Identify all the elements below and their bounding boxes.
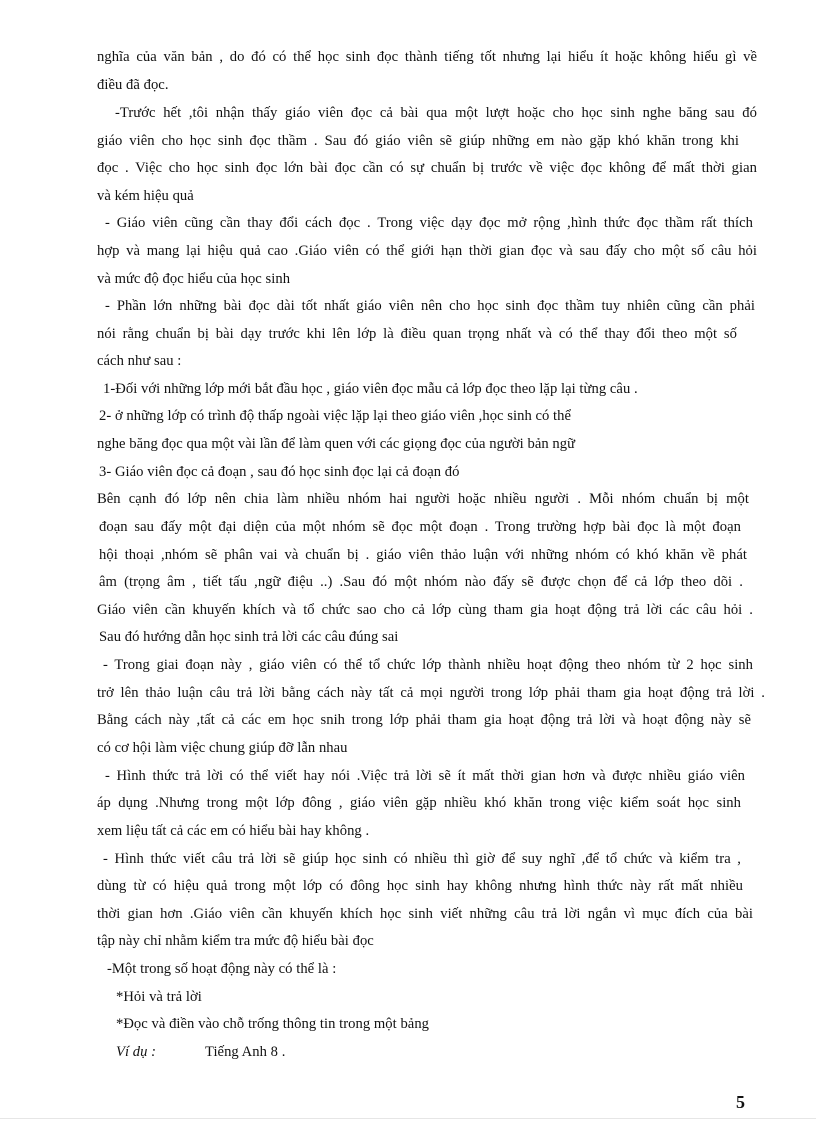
- text-line: -Trước hết ,tôi nhận thấy giáo viên đọc cả bài qua một lượt hoặc cho học sinh nghe băng sau đó: [115, 105, 757, 121]
- text-line: đọc . Việc cho học sinh đọc lớn bài đọc cần có sự chuẩn bị trước về việc đọc không để mất thời gian: [97, 160, 757, 176]
- text-line: giáo viên cho học sinh đọc thầm . Sau đó giáo viên sẽ giúp những em nào gặp khó khăn trong khi: [97, 133, 739, 149]
- text-line: 2- ở những lớp có trình độ thấp ngoài việc lặp lại theo giáo viên ,học sinh có thể: [99, 408, 572, 424]
- text-line: Sau đó hướng dẫn học sinh trả lời các câu đúng sai: [99, 629, 399, 645]
- text-line: - Phần lớn những bài đọc dài tốt nhất giáo viên nên cho học sinh đọc thầm tuy nhiên cũng cần phải: [105, 298, 755, 314]
- text-line: *Hỏi và trả lời: [116, 989, 202, 1005]
- example-label: Ví dụ :: [116, 1044, 157, 1060]
- text-line: hội thoại ,nhóm sẽ phân vai và chuẩn bị . giáo viên thảo luận với những nhóm có khó khăn về phát: [99, 547, 747, 563]
- text-line: Giáo viên cần khuyến khích và tổ chức sao cho cả lớp cùng tham gia hoạt động trả lời các câu hỏi .: [97, 602, 753, 618]
- text-line: *Đọc và điền vào chỗ trống thông tin trong một bảng: [116, 1016, 430, 1032]
- text-line: thời gian hơn .Giáo viên cần khuyến khích học sinh viết những câu trả lời ngắn vì mục đích của bài: [97, 906, 753, 922]
- text-line: nghĩa của văn bản , do đó có thể học sinh đọc thành tiếng tốt nhưng lại hiểu ít hoặc không hiểu gì về: [97, 49, 757, 65]
- text-line: Bên cạnh đó lớp nên chia làm nhiều nhóm hai người hoặc nhiều người . Mỗi nhóm chuẩn bị một: [97, 491, 749, 507]
- text-line: áp dụng .Nhưng trong một lớp đông , giáo viên gặp nhiều khó khăn trong việc kiểm soát học sinh: [97, 795, 741, 811]
- text-line: đoạn sau đấy một đại diện của một nhóm sẽ đọc một đoạn . Trong trường hợp bài đọc là một đoạn: [99, 519, 741, 535]
- text-line: nói rằng chuẩn bị bài dạy trước khi lên lớp là điều quan trọng nhất và có thể thay đổi theo một số: [97, 326, 737, 342]
- text-line: xem liệu tất cả các em có hiểu bài hay không .: [97, 823, 370, 839]
- text-line: âm (trọng âm , tiết tấu ,ngữ điệu ..) .Sau đó một nhóm nào đấy sẽ được chọn để cả lớp theo dõi .: [99, 574, 743, 590]
- text-line: tập này chỉ nhằm kiểm tra mức độ hiểu bài đọc: [97, 933, 374, 949]
- text-line: và mức độ đọc hiểu của học sinh: [97, 271, 291, 287]
- text-line: -Một trong số hoạt động này có thể là :: [107, 961, 337, 977]
- example-subject: Tiếng Anh 8 .: [205, 1044, 286, 1060]
- text-line: 3- Giáo viên đọc cả đoạn , sau đó học sinh đọc lại cả đoạn đó: [99, 464, 460, 480]
- page-number: 5: [736, 1092, 745, 1112]
- text-line: - Hình thức trả lời có thể viết hay nói .Việc trả lời sẽ ít mất thời gian hơn và được nhiều giáo viên: [105, 768, 745, 784]
- page-bottom-divider: [0, 1118, 816, 1119]
- text-line: cách như sau :: [97, 353, 182, 369]
- text-line: và kém hiệu quả: [97, 188, 194, 204]
- text-line: có cơ hội làm việc chung giúp đỡ lẫn nhau: [97, 740, 348, 756]
- text-line: dùng từ có hiệu quả trong một lớp có đông học sinh hay không nhưng hình thức này rất mất nhiều: [97, 878, 743, 894]
- text-line: 1-Đối với những lớp mới bắt đầu học , giáo viên đọc mẫu cả lớp đọc theo lặp lại từng câu .: [103, 381, 638, 397]
- text-line: hợp và mang lại hiệu quả cao .Giáo viên có thể giới hạn thời gian đọc và sau đấy cho một số câu hỏi: [97, 243, 757, 259]
- text-line: - Hình thức viết câu trả lời sẽ giúp học sinh có nhiều thì giờ để suy nghĩ ,để tổ chức và kiểm tra ,: [103, 851, 741, 867]
- text-line: điều đã đọc.: [97, 77, 169, 93]
- text-line: - Trong giai đoạn này , giáo viên có thể tổ chức lớp thành nhiều hoạt động theo nhóm từ 2 học sinh: [103, 657, 753, 673]
- text-line: nghe băng đọc qua một vài lần để làm quen với các giọng đọc của người bản ngữ: [97, 436, 576, 452]
- text-line: - Giáo viên cũng cần thay đổi cách đọc . Trong việc dạy đọc mở rộng ,hình thức đọc thầm rất thích: [105, 215, 753, 231]
- text-line: trở lên thảo luận câu trả lời bằng cách này tất cả mọi người trong lớp phải tham gia hoạt động trả lời .: [97, 685, 765, 701]
- text-line: Bằng cách này ,tất cả các em học snih trong lớp phải tham gia hoạt động trả lời và hoạt động này sẽ: [97, 712, 751, 728]
